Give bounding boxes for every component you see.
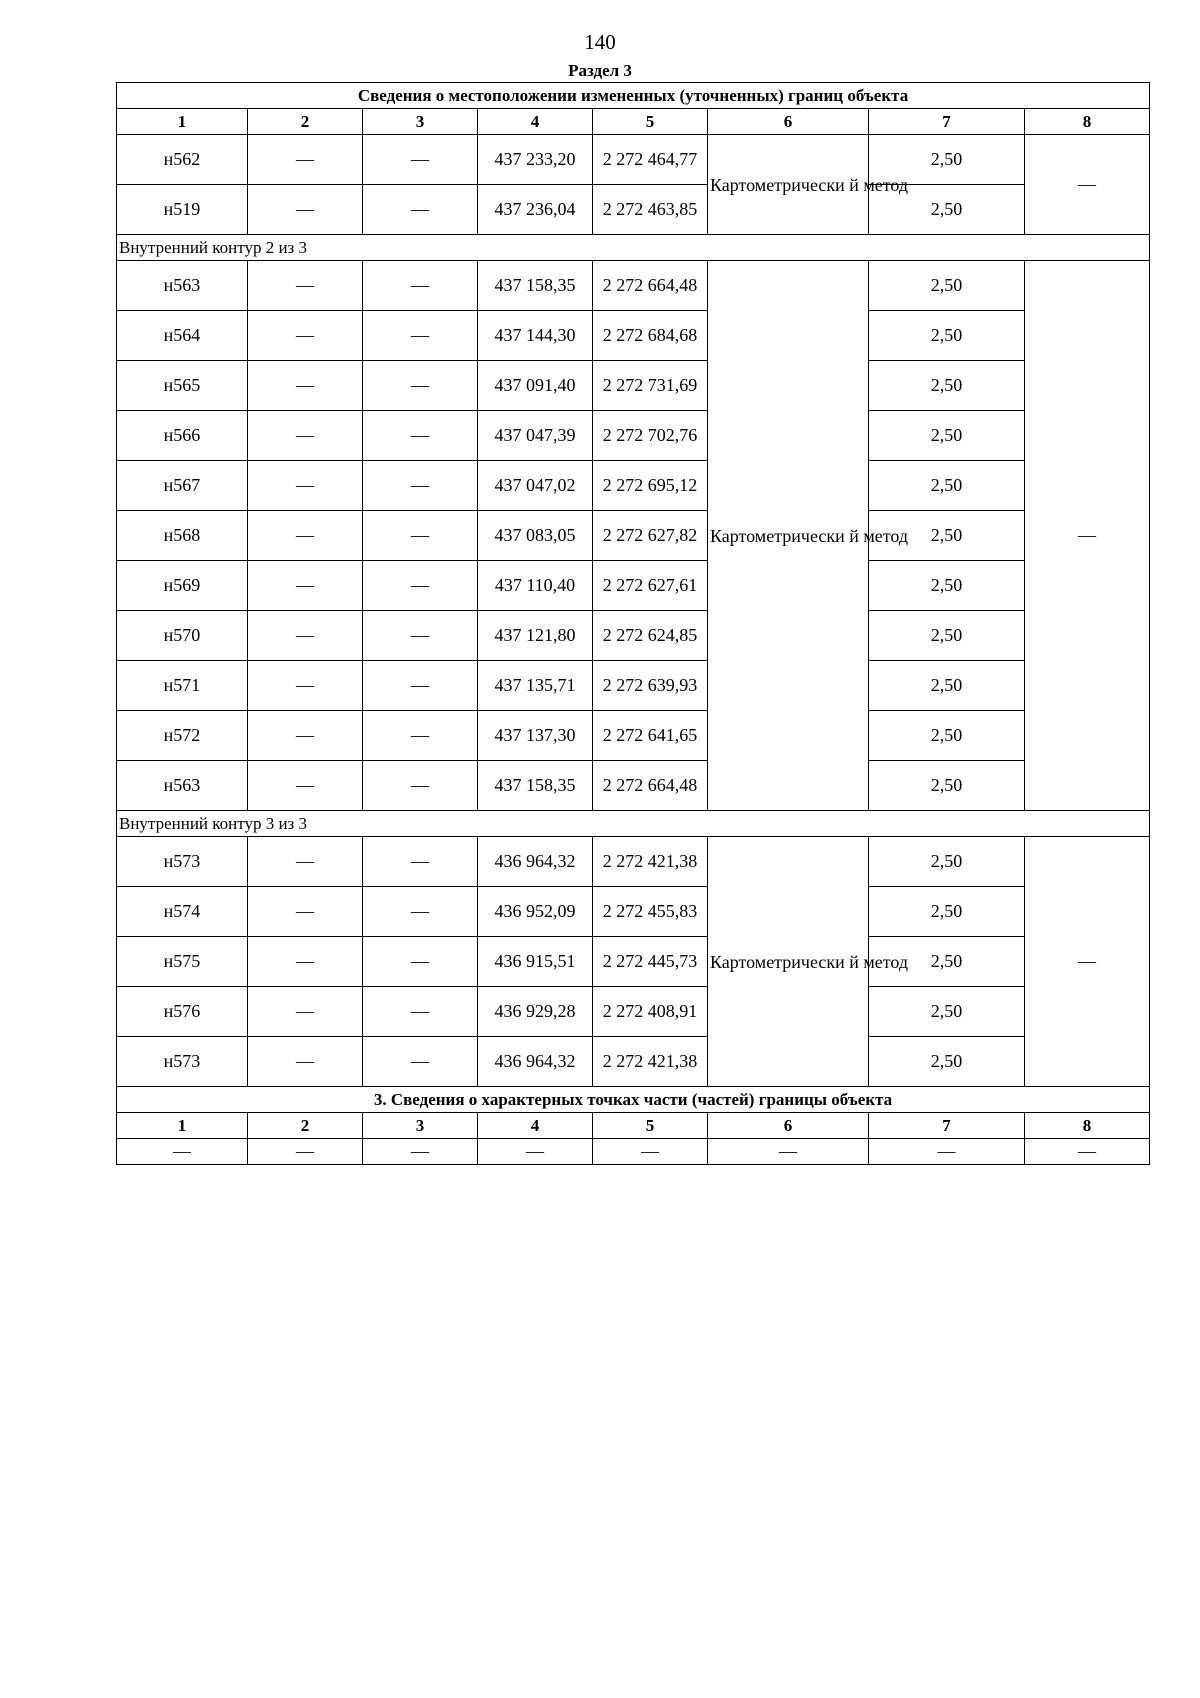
table-row xyxy=(117,611,1150,661)
col3-dash: — xyxy=(363,461,478,511)
coord-x: 437 121,80 xyxy=(478,611,593,661)
col3-dash: — xyxy=(363,887,478,937)
accuracy: 2,50 xyxy=(869,661,1025,711)
coord-y: 2 272 684,68 xyxy=(593,311,708,361)
coord-x: 436 952,09 xyxy=(478,887,593,937)
col2-dash: — xyxy=(248,261,363,311)
col2-dash: — xyxy=(248,937,363,987)
accuracy: 2,50 xyxy=(869,311,1025,361)
contour-label-row xyxy=(117,235,1150,261)
column-number: 4 xyxy=(478,1113,593,1139)
col8-dash: — xyxy=(1025,837,1150,1087)
accuracy: 2,50 xyxy=(869,185,1025,235)
table-row xyxy=(117,1037,1150,1087)
point-name: н576 xyxy=(117,987,248,1037)
point-name: н572 xyxy=(117,711,248,761)
empty-cell: — xyxy=(869,1139,1025,1165)
contour-label-row xyxy=(117,811,1150,837)
accuracy: 2,50 xyxy=(869,987,1025,1037)
coord-x: 436 929,28 xyxy=(478,987,593,1037)
coord-y: 2 272 421,38 xyxy=(593,1037,708,1087)
coord-y: 2 272 455,83 xyxy=(593,887,708,937)
method-cell: Картометрически й метод xyxy=(708,135,869,235)
coord-x: 437 233,20 xyxy=(478,135,593,185)
method-cell: Картометрически й метод xyxy=(708,261,869,811)
col3-dash: — xyxy=(363,135,478,185)
column-number: 2 xyxy=(248,109,363,135)
point-name: н565 xyxy=(117,361,248,411)
coord-x: 437 144,30 xyxy=(478,311,593,361)
point-name: н563 xyxy=(117,761,248,811)
column-number: 6 xyxy=(708,109,869,135)
point-name: н573 xyxy=(117,837,248,887)
col2-dash: — xyxy=(248,411,363,461)
column-number: 2 xyxy=(248,1113,363,1139)
coord-y: 2 272 464,77 xyxy=(593,135,708,185)
empty-cell: — xyxy=(363,1139,478,1165)
section-title: Раздел 3 xyxy=(568,61,632,80)
col2-dash: — xyxy=(248,561,363,611)
empty-cell: — xyxy=(117,1139,248,1165)
col3-dash: — xyxy=(363,185,478,235)
table-row xyxy=(117,135,1150,185)
col2-dash: — xyxy=(248,1037,363,1087)
column-number: 7 xyxy=(869,109,1025,135)
accuracy: 2,50 xyxy=(869,937,1025,987)
col3-dash: — xyxy=(363,1037,478,1087)
table-row xyxy=(117,837,1150,887)
col3-dash: — xyxy=(363,761,478,811)
table-row xyxy=(117,261,1150,311)
col2-dash: — xyxy=(248,661,363,711)
point-name: н519 xyxy=(117,185,248,235)
accuracy: 2,50 xyxy=(869,761,1025,811)
col2-dash: — xyxy=(248,711,363,761)
table-row xyxy=(117,761,1150,811)
page-number: 140 xyxy=(584,30,616,54)
coord-x: 436 964,32 xyxy=(478,837,593,887)
point-name: н570 xyxy=(117,611,248,661)
coord-x: 437 135,71 xyxy=(478,661,593,711)
col3-dash: — xyxy=(363,937,478,987)
coord-y: 2 272 445,73 xyxy=(593,937,708,987)
table-row xyxy=(117,361,1150,411)
boundary-table xyxy=(116,82,1150,1165)
column-number: 3 xyxy=(363,1113,478,1139)
column-number: 1 xyxy=(117,109,248,135)
col8-dash: — xyxy=(1025,135,1150,235)
coord-x: 436 915,51 xyxy=(478,937,593,987)
accuracy: 2,50 xyxy=(869,711,1025,761)
point-name: н566 xyxy=(117,411,248,461)
part-section-heading-row xyxy=(117,1087,1150,1113)
column-number: 1 xyxy=(117,1113,248,1139)
accuracy: 2,50 xyxy=(869,135,1025,185)
table-heading-row xyxy=(117,83,1150,109)
col2-dash: — xyxy=(248,311,363,361)
coord-x: 437 158,35 xyxy=(478,261,593,311)
column-number: 5 xyxy=(593,109,708,135)
coord-x: 437 158,35 xyxy=(478,761,593,811)
table-row xyxy=(117,561,1150,611)
col2-dash: — xyxy=(248,761,363,811)
table-row xyxy=(117,461,1150,511)
col3-dash: — xyxy=(363,661,478,711)
col3-dash: — xyxy=(363,711,478,761)
coord-x: 437 091,40 xyxy=(478,361,593,411)
table-heading: Сведения о местоположении измененных (уточненных) границ объекта xyxy=(117,83,1150,109)
point-name: н562 xyxy=(117,135,248,185)
table-row xyxy=(117,711,1150,761)
coord-y: 2 272 664,48 xyxy=(593,261,708,311)
accuracy: 2,50 xyxy=(869,461,1025,511)
table-row xyxy=(117,937,1150,987)
empty-cell: — xyxy=(593,1139,708,1165)
column-number: 4 xyxy=(478,109,593,135)
coord-x: 437 083,05 xyxy=(478,511,593,561)
point-name: н571 xyxy=(117,661,248,711)
coord-y: 2 272 731,69 xyxy=(593,361,708,411)
coord-x: 437 110,40 xyxy=(478,561,593,611)
coord-x: 437 047,39 xyxy=(478,411,593,461)
table-row xyxy=(117,311,1150,361)
table-row xyxy=(117,987,1150,1037)
col3-dash: — xyxy=(363,611,478,661)
empty-cell: — xyxy=(478,1139,593,1165)
column-number: 6 xyxy=(708,1113,869,1139)
col3-dash: — xyxy=(363,561,478,611)
col3-dash: — xyxy=(363,987,478,1037)
col3-dash: — xyxy=(363,361,478,411)
coord-y: 2 272 627,82 xyxy=(593,511,708,561)
column-number: 3 xyxy=(363,109,478,135)
column-number: 5 xyxy=(593,1113,708,1139)
table-row xyxy=(117,661,1150,711)
coord-y: 2 272 463,85 xyxy=(593,185,708,235)
point-name: н567 xyxy=(117,461,248,511)
accuracy: 2,50 xyxy=(869,411,1025,461)
contour-label: Внутренний контур 3 из 3 xyxy=(117,811,1150,837)
method-cell: Картометрически й метод xyxy=(708,837,869,1087)
col2-dash: — xyxy=(248,511,363,561)
accuracy: 2,50 xyxy=(869,361,1025,411)
part-section-heading: 3. Сведения о характерных точках части (частей) границы объекта xyxy=(117,1087,1150,1113)
coord-y: 2 272 627,61 xyxy=(593,561,708,611)
accuracy: 2,50 xyxy=(869,1037,1025,1087)
col2-dash: — xyxy=(248,887,363,937)
accuracy: 2,50 xyxy=(869,561,1025,611)
coord-x: 437 047,02 xyxy=(478,461,593,511)
coord-x: 437 236,04 xyxy=(478,185,593,235)
point-name: н568 xyxy=(117,511,248,561)
accuracy: 2,50 xyxy=(869,511,1025,561)
table-row xyxy=(117,511,1150,561)
col2-dash: — xyxy=(248,837,363,887)
coord-y: 2 272 421,38 xyxy=(593,837,708,887)
col3-dash: — xyxy=(363,411,478,461)
point-name: н569 xyxy=(117,561,248,611)
column-number: 8 xyxy=(1025,1113,1150,1139)
coord-y: 2 272 664,48 xyxy=(593,761,708,811)
point-name: н574 xyxy=(117,887,248,937)
accuracy: 2,50 xyxy=(869,611,1025,661)
col2-dash: — xyxy=(248,611,363,661)
coord-x: 437 137,30 xyxy=(478,711,593,761)
col2-dash: — xyxy=(248,185,363,235)
col3-dash: — xyxy=(363,837,478,887)
point-name: н573 xyxy=(117,1037,248,1087)
empty-cell: — xyxy=(1025,1139,1150,1165)
coord-x: 436 964,32 xyxy=(478,1037,593,1087)
column-number: 7 xyxy=(869,1113,1025,1139)
column-number: 8 xyxy=(1025,109,1150,135)
coord-y: 2 272 641,65 xyxy=(593,711,708,761)
coord-y: 2 272 408,91 xyxy=(593,987,708,1037)
col3-dash: — xyxy=(363,511,478,561)
table-row xyxy=(117,887,1150,937)
col3-dash: — xyxy=(363,311,478,361)
col2-dash: — xyxy=(248,361,363,411)
point-name: н564 xyxy=(117,311,248,361)
col3-dash: — xyxy=(363,261,478,311)
accuracy: 2,50 xyxy=(869,837,1025,887)
part-column-numbers-row xyxy=(117,1113,1150,1139)
table-row xyxy=(117,185,1150,235)
empty-cell: — xyxy=(708,1139,869,1165)
coord-y: 2 272 639,93 xyxy=(593,661,708,711)
coord-y: 2 272 624,85 xyxy=(593,611,708,661)
empty-cell: — xyxy=(248,1139,363,1165)
col2-dash: — xyxy=(248,461,363,511)
coord-y: 2 272 702,76 xyxy=(593,411,708,461)
point-name: н575 xyxy=(117,937,248,987)
contour-label: Внутренний контур 2 из 3 xyxy=(117,235,1150,261)
table-row xyxy=(117,411,1150,461)
accuracy: 2,50 xyxy=(869,261,1025,311)
accuracy: 2,50 xyxy=(869,887,1025,937)
point-name: н563 xyxy=(117,261,248,311)
coord-y: 2 272 695,12 xyxy=(593,461,708,511)
column-numbers-row xyxy=(117,109,1150,135)
col2-dash: — xyxy=(248,135,363,185)
col2-dash: — xyxy=(248,987,363,1037)
part-empty-row xyxy=(117,1139,1150,1165)
col8-dash: — xyxy=(1025,261,1150,811)
